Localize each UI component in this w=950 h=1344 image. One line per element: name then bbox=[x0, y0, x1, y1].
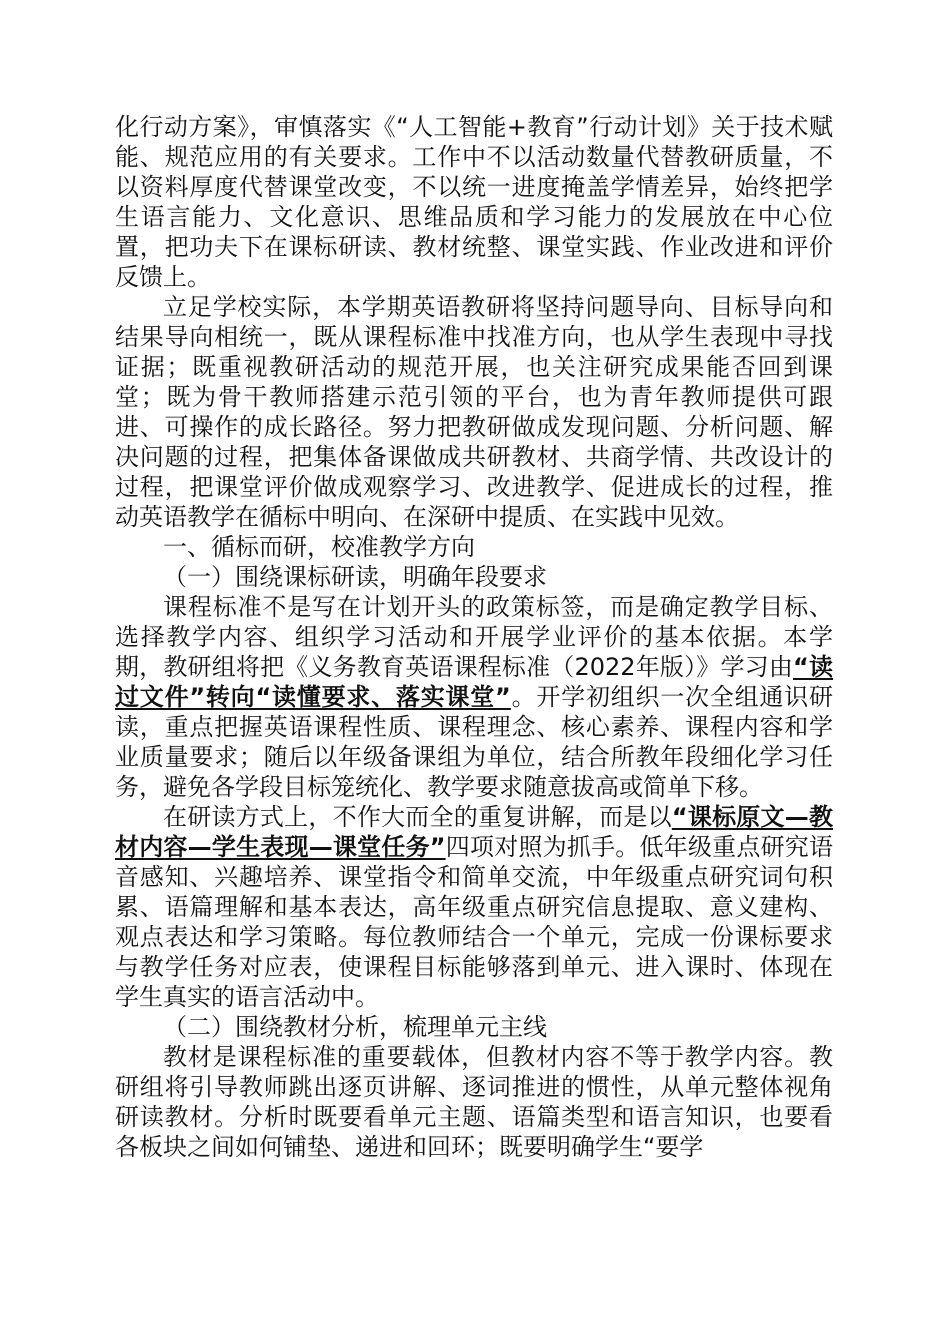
paragraph-textbook-analysis: 教材是课程标准的重要载体，但教材内容不等于教学内容。教研组将引导教师跳出逐页讲解、逐词推进的惯性，从单元整体视角研读教材。分析时既要看单元主题、语篇类型和语言知识，也要看各板块之间如何铺垫、递进和回环；既要明确学生“要学 bbox=[115, 1043, 833, 1161]
text-run: 。开学初组织一次全组通识研读，重点把握英语课程性质、课程理念、核心素养、课程内容和学业质量要求；随后以年级备课组为单位，结合所教年段细化学习任务，避免各学段目标笼统化、教学要求随意拔高或简单下移。 bbox=[115, 683, 833, 801]
paragraph-school-practice: 立足学校实际，本学期英语教研将坚持问题导向、目标导向和结果导向相统一，既从课程标准中找准方向，也从学生表现中寻找证据；既重视教研活动的规范开展，也关注研究成果能否回到课堂；既为骨干教师搭建示范引领的平台，也为青年教师提供可跟进、可操作的成长路径。努力把教研做成发现问题、分析问题、解决问题的过程，把集体备课做成共研教材、共商学情、共改设计的过程，把课堂评价做成观察学习、改进教学、促进成长的过程，推动英语教学在循标中明向、在深研中提质、在实践中见效。 bbox=[115, 293, 833, 531]
section-heading-1: 一、循标而研，校准教学方向 bbox=[163, 533, 475, 561]
text-run: 课程标准不是写在计划开头的政策标签，而是确定教学目标、选择教学内容、组织学习活动和开展学业评价的基本依据。本学期，教研组将把《义务教育英语课程标准（2022年版）》学习由 bbox=[115, 593, 833, 681]
emphasis-text: “课标原文—教材内容—学生表现—课堂任务” bbox=[115, 803, 833, 861]
text-run: 在研读方式上，不作大而全的重复讲解，而是以 bbox=[163, 803, 672, 831]
paragraph-study-method bbox=[115, 802, 833, 1012]
emphasis-text: “读过文件”转向“读懂要求、落实课堂” bbox=[115, 653, 834, 711]
document-page bbox=[115, 112, 833, 1162]
subsection-heading-2: （二）围绕教材分析，梳理单元主线 bbox=[163, 1013, 547, 1041]
paragraph-continued: 化行动方案》，审慎落实《“人工智能+教育”行动计划》关于技术赋能、规范应用的有关要求。工作中不以活动数量代替教研质量，不以资料厚度代替课堂改变，不以统一进度掩盖学情差异，始终把学生语言能力、文化意识、思维品质和学习能力的发展放在中心位置，把功夫下在课标研读、教材统整、课堂实践、作业改进和评价反馈上。 bbox=[115, 113, 833, 291]
text-run: 四项对照为抓手。低年级重点研究语音感知、兴趣培养、课堂指令和简单交流，中年级重点研究词句积累、语篇理解和基本表达，高年级重点研究信息提取、意义建构、观点表达和学习策略。每位教师结合一个单元，完成一份课标要求与教学任务对应表，使课程目标能够落到单元、进入课时、体现在学生真实的语言活动中。 bbox=[115, 833, 833, 1011]
subsection-heading-1: （一）围绕课标研读，明确年段要求 bbox=[163, 563, 547, 591]
paragraph-curriculum-standard bbox=[115, 592, 833, 802]
